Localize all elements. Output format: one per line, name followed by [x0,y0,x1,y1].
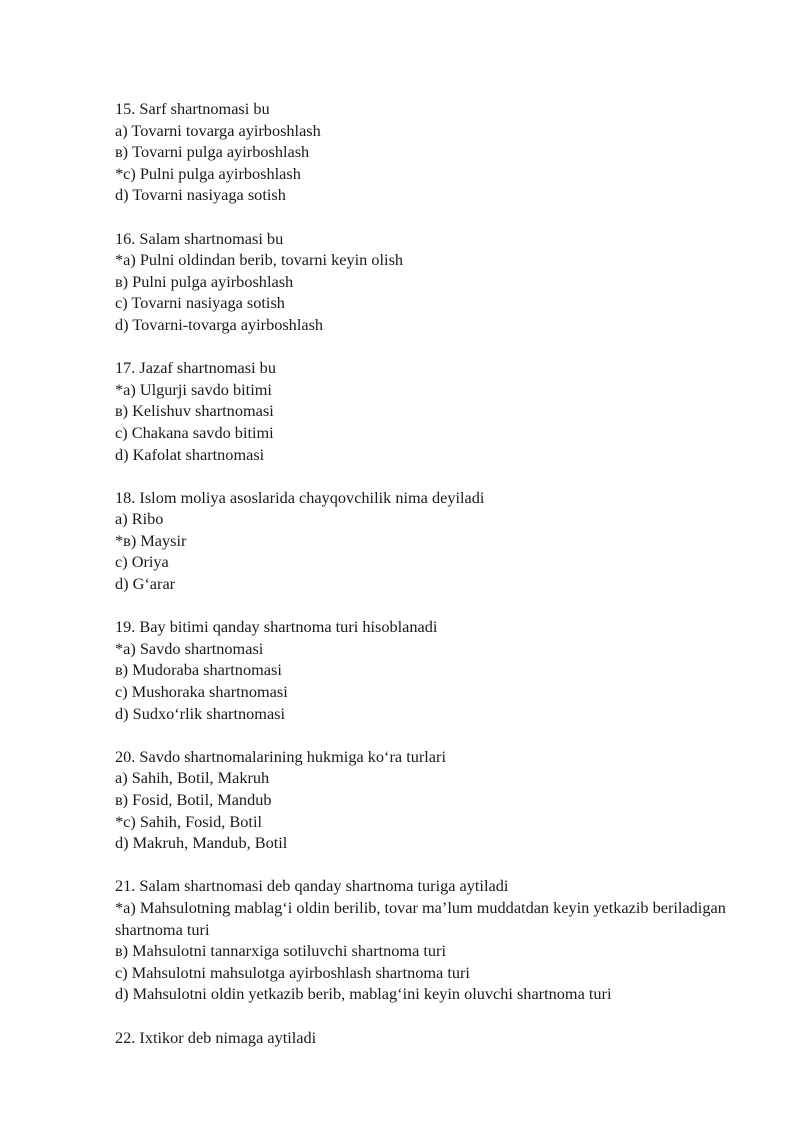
answer-option-a: a) Tovarni tovarga ayirboshlash [115,120,321,140]
question-17 [115,357,755,465]
answer-option-c: c) Mahsulotni mahsulotga ayirboshlash shartnoma turi [115,962,470,982]
answer-option-a: *a) Savdo shartnomasi [115,638,264,658]
question-22 [115,1027,755,1049]
answer-option-c: c) Chakana savdo bitimi [115,422,274,442]
document-page [115,98,755,1070]
answer-option-d: d) Kafolat shartnomasi [115,444,265,464]
question-20 [115,746,755,854]
answer-option-c: c) Oriya [115,552,169,572]
question-21 [115,875,755,1005]
question-text: 15. Sarf shartnomasi bu [115,99,270,118]
answer-option-a: a) Sahih, Botil, Makruh [115,768,270,788]
answer-option-b: в) Mahsulotni tannarxiga sotiluvchi shartnoma turi [115,941,446,961]
question-15 [115,98,755,206]
answer-option-a: *a) Ulgurji savdo bitimi [115,379,272,399]
answer-option-a: *a) Pulni oldindan berib, tovarni keyin olish [115,250,404,270]
answer-option-c: c) Mushoraka shartnomasi [115,682,288,702]
answer-option-d: d) Tovarni nasiyaga sotish [115,185,286,205]
answer-option-c: c) Tovarni nasiyaga sotish [115,293,285,313]
question-16 [115,228,755,336]
question-text: 17. Jazaf shartnomasi bu [115,358,276,378]
answer-option-a: *a) Mahsulotning mablag‘i oldin berilib, tovar ma’lum muddatdan keyin yetkazib beriladigan shartnoma turi [115,897,726,939]
answer-option-d: d) Makruh, Mandub, Botil [115,833,288,853]
answer-option-d: d) Sudxo‘rlik shartnomasi [115,703,286,723]
answer-option-d: d) Mahsulotni oldin yetkazib berib, mablag‘ini keyin oluvchi shartnoma turi [115,984,612,1004]
question-19 [115,616,755,724]
question-text: 20. Savdo shartnomalarining hukmiga ko‘ra turlari [115,746,446,766]
question-text: 21. Salam shartnomasi deb qanday shartnoma turiga aytiladi [115,876,509,896]
answer-option-b: *в) Maysir [115,530,187,550]
question-text: 18. Islom moliya asoslarida chayqovchilik nima deyiladi [115,487,485,507]
question-text: 22. Ixtikor deb nimaga aytiladi [115,1027,317,1047]
question-text: 16. Salam shartnomasi bu [115,228,284,248]
answer-option-b: в) Kelishuv shartnomasi [115,401,274,421]
answer-option-b: в) Fosid, Botil, Mandub [115,790,272,809]
answer-option-c: *c) Pulni pulga ayirboshlash [115,163,301,183]
answer-option-d: d) G‘arar [115,574,176,594]
answer-option-d: d) Tovarni-tovarga ayirboshlash [115,314,324,334]
answer-option-a: a) Ribo [115,509,164,529]
answer-option-b: в) Pulni pulga ayirboshlash [115,271,294,291]
answer-option-c: *c) Sahih, Fosid, Botil [115,811,262,831]
answer-option-b: в) Tovarni pulga ayirboshlash [115,142,310,162]
question-18 [115,487,755,595]
answer-option-b: в) Mudoraba shartnomasi [115,660,282,680]
question-text: 19. Bay bitimi qanday shartnoma turi hisoblanadi [115,617,438,637]
